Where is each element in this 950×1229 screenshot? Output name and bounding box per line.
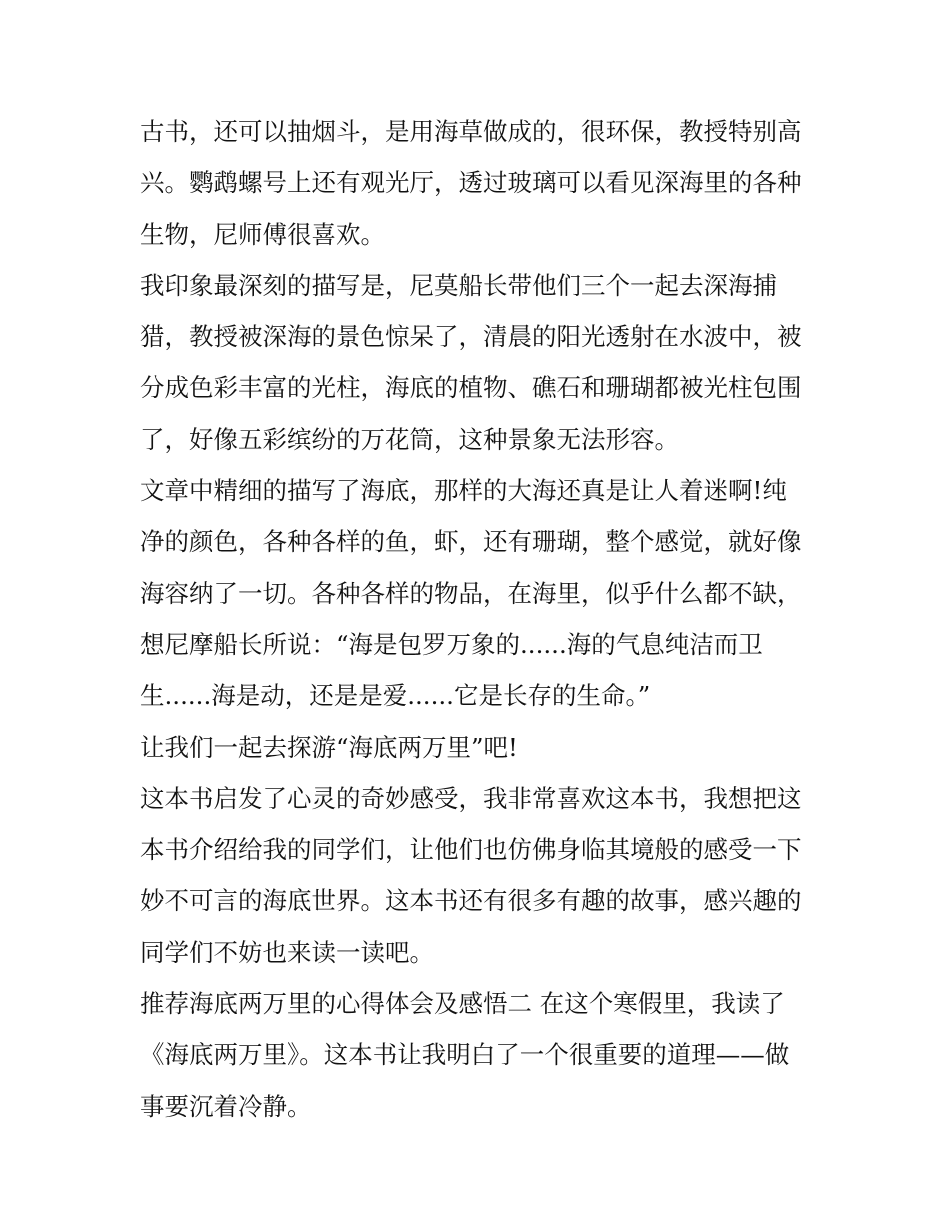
text-line: 生物，尼师傅很喜欢。 — [140, 219, 385, 249]
text-line: 推荐海底两万里的心得体会及感悟二 在这个寒假里，我读了 — [140, 989, 785, 1019]
text-line: 生......海是动，还是是爱......它是长存的生命。” — [140, 681, 651, 711]
text-line: 海容纳了一切。各种各样的物品，在海里，似乎什么都不缺， — [140, 578, 802, 608]
text-line: 让我们一起去探游“海底两万里”吧! — [140, 732, 518, 762]
paragraph-6 — [140, 978, 820, 1132]
text-line: 想尼摩船长所说：“海是包罗万象的......海的气息纯洁而卫 — [140, 629, 763, 659]
text-line: 了，好像五彩缤纷的万花筒，这种景象无法形容。 — [140, 424, 679, 454]
paragraph-5 — [140, 773, 820, 978]
text-line: 分成色彩丰富的光柱，海底的植物、礁石和珊瑚都被光柱包围 — [140, 373, 802, 403]
text-line: 古书，还可以抽烟斗，是用海草做成的，很环保，教授特别高 — [140, 117, 802, 146]
text-line: 本书介绍给我的同学们，让他们也仿佛身临其境般的感受一下 — [140, 835, 802, 865]
paragraph-1 — [140, 106, 820, 260]
text-line: 妙不可言的海底世界。这本书还有很多有趣的故事，感兴趣的 — [140, 886, 802, 916]
text-line: 同学们不妨也来读一读吧。 — [140, 937, 434, 967]
document-body — [140, 106, 820, 1132]
text-line: 净的颜色，各种各样的鱼，虾，还有珊瑚，整个感觉，就好像 — [140, 527, 802, 557]
text-line: 我印象最深刻的描写是，尼莫船长带他们三个一起去深海捕 — [140, 270, 777, 300]
text-line: 这本书启发了心灵的奇妙感受，我非常喜欢这本书，我想把这 — [140, 783, 802, 813]
paragraph-2 — [140, 260, 820, 465]
text-line: 事要沉着冷静。 — [140, 1091, 312, 1121]
text-line: 兴。鹦鹉螺号上还有观光厅，透过玻璃可以看见深海里的各种 — [140, 168, 802, 198]
text-line: 猎，教授被深海的景色惊呆了，清晨的阳光透射在水波中，被 — [140, 322, 802, 352]
text-line: 《海底两万里》。这本书让我明白了一个很重要的道理——做 — [140, 1040, 790, 1070]
paragraph-4 — [140, 722, 820, 773]
text-line: 文章中精细的描写了海底，那样的大海还真是让人着迷啊!纯 — [140, 476, 787, 506]
paragraph-3 — [140, 465, 820, 721]
